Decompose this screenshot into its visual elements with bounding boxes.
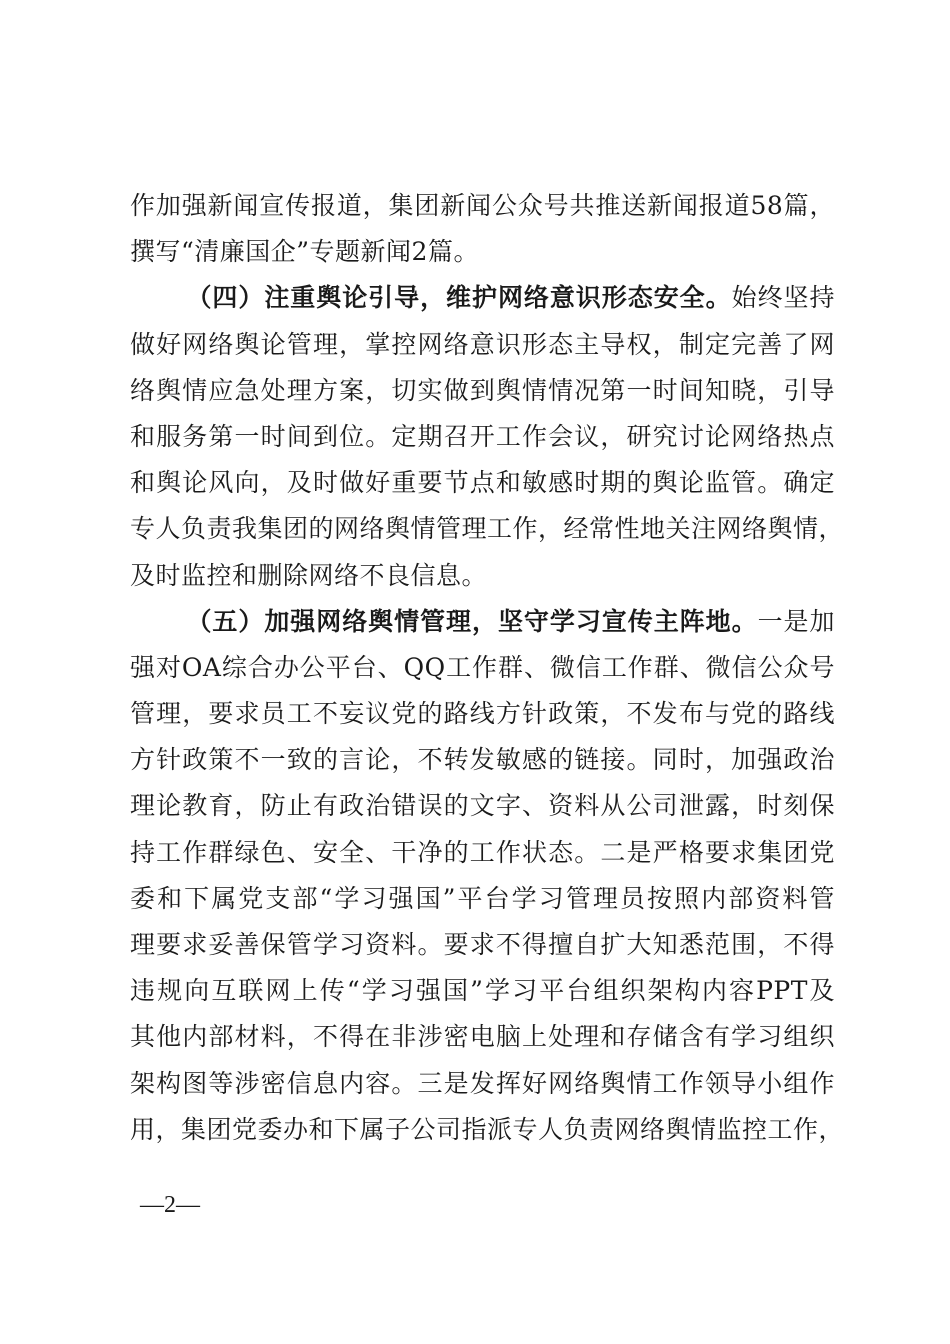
paragraph-2-first-line-text: 始终坚持 [731, 283, 835, 313]
page-number: —2— [140, 1192, 200, 1218]
section-heading-5: （五）加强网络舆情管理，坚守学习宣传主阵地。 [186, 606, 758, 636]
paragraph-1-line-1: 作加强新闻宣传报道，集团新闻公众号共推送新闻报道58篇， [130, 191, 835, 220]
paragraph-3-first-line-text: 一是加 [757, 606, 835, 636]
document-body [130, 183, 845, 1153]
paragraph-3-line-12: 用，集团党委办和下属子公司指派专人负责网络舆情监控工作， [130, 1114, 845, 1144]
paragraph-3-line-5: 理论教育，防止有政治错误的文字、资料从公司泄露，时刻保 [130, 791, 835, 821]
paragraph-3-line-7: 委和下属党支部“学习强国”平台学习管理员按照内部资料管 [130, 883, 835, 913]
paragraph-3-line-9: 违规向互联网上传“学习强国”学习平台组织架构内容PPT及 [130, 976, 835, 1006]
paragraph-2-line-5: 和舆论风向，及时做好重要节点和敏感时期的舆论监管。确定 [130, 468, 835, 498]
paragraph-2-line-2: 做好网络舆论管理，掌控网络意识形态主导权，制定完善了网 [130, 329, 835, 359]
paragraph-3-line-4: 方针政策不一致的言论，不转发敏感的链接。同时，加强政治 [130, 745, 835, 775]
paragraph-3-line-6: 持工作群绿色、安全、干净的工作状态。二是严格要求集团党 [130, 837, 835, 867]
paragraph-3-line-8: 理要求妥善保管学习资料。要求不得擅自扩大知悉范围，不得 [130, 930, 835, 959]
paragraph-2-line-7: 及时监控和删除网络不良信息。 [130, 560, 488, 590]
paragraph-2-line-6: 专人负责我集团的网络舆情管理工作，经常性地关注网络舆情， [130, 514, 845, 544]
paragraph-2-line-1 [130, 275, 835, 321]
paragraph-3-line-11: 架构图等涉密信息内容。三是发挥好网络舆情工作领导小组作 [130, 1068, 835, 1098]
paragraph-1-line-2: 撰写“清廉国企”专题新闻2篇。 [130, 237, 479, 267]
paragraph-3-line-10: 其他内部材料，不得在非涉密电脑上处理和存储含有学习组织 [130, 1022, 835, 1052]
paragraph-3-line-2: 强对OA综合办公平台、QQ工作群、微信工作群、微信公众号 [130, 652, 835, 682]
section-heading-4: （四）注重舆论引导，维护网络意识形态安全。 [186, 283, 732, 313]
paragraph-2-line-4: 和服务第一时间到位。定期召开工作会议，研究讨论网络热点 [130, 421, 835, 451]
paragraph-2-line-3: 络舆情应急处理方案，切实做到舆情情况第一时间知晓，引导 [130, 375, 835, 405]
paragraph-3-line-3: 管理，要求员工不妄议党的路线方针政策，不发布与党的路线 [130, 699, 835, 729]
paragraph-3-line-1 [130, 599, 835, 645]
